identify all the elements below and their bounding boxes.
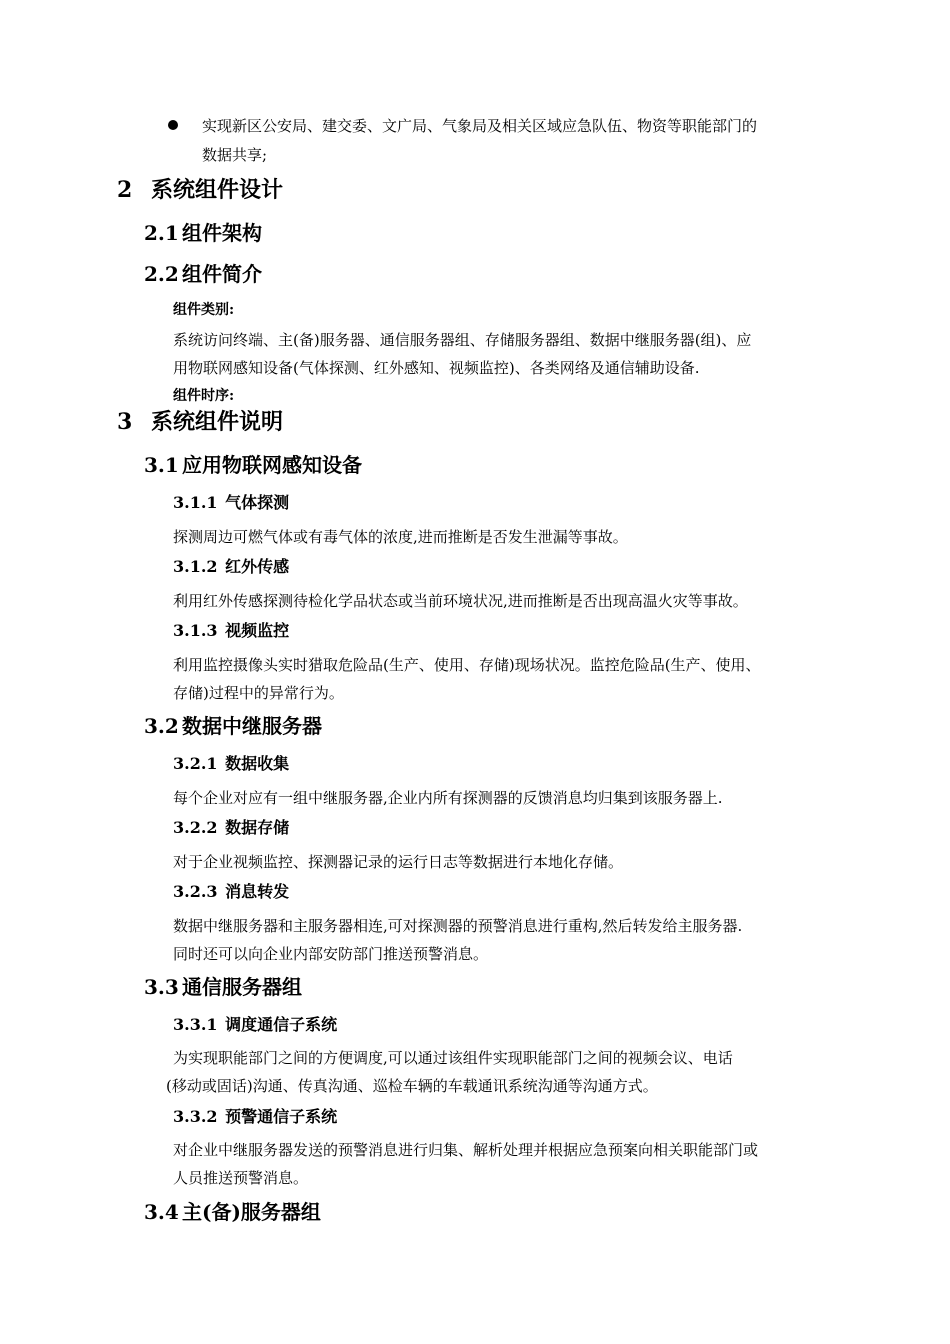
category-text-line2: 用物联网感知设备(气体探测、红外感知、视频监控)、各类网络及通信辅助设备. — [173, 359, 700, 377]
heading-number: 3.1.2 — [173, 557, 218, 576]
heading-section-3-3-2 — [173, 1106, 337, 1128]
heading-title: 主(备)服务器组 — [182, 1200, 321, 1224]
heading-number: 3.3.2 — [173, 1107, 218, 1126]
heading-title: 数据中继服务器 — [182, 714, 322, 738]
heading-section-3 — [117, 408, 283, 436]
heading-section-2 — [117, 176, 283, 204]
heading-section-3-3 — [144, 974, 302, 1000]
heading-title: 通信服务器组 — [182, 975, 302, 999]
heading-number: 3.4 — [144, 1200, 179, 1224]
heading-number: 3.2.2 — [173, 818, 218, 837]
heading-number: 3.2 — [144, 714, 179, 738]
heading-section-3-2-3 — [173, 881, 289, 903]
heading-title: 消息转发 — [225, 882, 290, 901]
paragraph-3-3-1-line1: 为实现职能部门之间的方便调度,可以通过该组件实现职能部门之间的视频会议、电话 — [173, 1049, 733, 1067]
bullet-text-line2: 数据共享; — [202, 146, 268, 164]
paragraph-3-2-1: 每个企业对应有一组中继服务器,企业内所有探测器的反馈消息均归集到该服务器上. — [173, 789, 723, 807]
heading-number: 3.1.3 — [173, 621, 218, 640]
heading-section-3-1-3 — [173, 620, 289, 642]
heading-section-3-3-1 — [173, 1014, 337, 1036]
heading-number: 3.2.3 — [173, 882, 218, 901]
heading-title: 系统组件说明 — [151, 409, 284, 435]
paragraph-3-1-3-line1: 利用监控摄像头实时猎取危险品(生产、使用、存储)现场状况。监控危险品(生产、使用、 — [173, 656, 761, 674]
paragraph-3-2-3-line2: 同时还可以向企业内部安防部门推送预警消息。 — [173, 945, 489, 963]
heading-number: 3.1 — [144, 453, 179, 477]
heading-number: 3 — [117, 409, 133, 435]
heading-title: 组件架构 — [182, 221, 262, 245]
bullet-dot — [168, 120, 178, 130]
heading-section-3-4 — [144, 1199, 321, 1225]
paragraph-3-1-2: 利用红外传感探测待检化学品状态或当前环境状况,进而推断是否出现高温火灾等事故。 — [173, 592, 748, 610]
heading-section-3-2-1 — [173, 753, 289, 775]
paragraph-3-3-2-line1: 对企业中继服务器发送的预警消息进行归集、解析处理并根据应急预案向相关职能部门或 — [173, 1141, 759, 1159]
heading-title: 应用物联网感知设备 — [182, 453, 362, 477]
heading-number: 2.2 — [144, 262, 179, 286]
heading-section-3-1 — [144, 452, 362, 478]
heading-number: 2.1 — [144, 221, 179, 245]
paragraph-3-3-1-line2: (移动或固话)沟通、传真沟通、巡检车辆的车载通讯系统沟通等沟通方式。 — [166, 1077, 658, 1095]
heading-section-2-1 — [144, 220, 262, 246]
paragraph-3-2-3-line1: 数据中继服务器和主服务器相连,可对探测器的预警消息进行重构,然后转发给主服务器. — [173, 917, 743, 935]
heading-title: 组件简介 — [182, 262, 262, 286]
heading-section-2-2 — [144, 261, 262, 287]
heading-section-3-1-2 — [173, 556, 289, 578]
heading-title: 红外传感 — [225, 557, 290, 576]
bullet-text-line1: 实现新区公安局、建交委、文广局、气象局及相关区域应急队伍、物资等职能部门的 — [202, 117, 758, 135]
heading-number: 3.3.1 — [173, 1015, 218, 1034]
heading-title: 气体探测 — [225, 493, 290, 512]
heading-title: 系统组件设计 — [151, 177, 284, 203]
label-component-category: 组件类别: — [173, 302, 235, 318]
category-text-line1: 系统访问终端、主(备)服务器、通信服务器组、存储服务器组、数据中继服务器(组)、应 — [173, 331, 752, 349]
heading-title: 数据存储 — [225, 818, 290, 837]
heading-number: 2 — [117, 177, 133, 203]
heading-number: 3.1.1 — [173, 493, 218, 512]
heading-title: 视频监控 — [225, 621, 290, 640]
heading-title: 预警通信子系统 — [225, 1107, 338, 1126]
paragraph-3-2-2: 对于企业视频监控、探测器记录的运行日志等数据进行本地化存储。 — [173, 853, 624, 871]
paragraph-3-1-1: 探测周边可燃气体或有毒气体的浓度,进而推断是否发生泄漏等事故。 — [173, 528, 628, 546]
heading-section-3-2 — [144, 713, 322, 739]
heading-section-3-1-1 — [173, 492, 289, 514]
heading-section-3-2-2 — [173, 817, 289, 839]
paragraph-3-3-2-line2: 人员推送预警消息。 — [173, 1169, 309, 1187]
heading-number: 3.2.1 — [173, 754, 218, 773]
heading-title: 调度通信子系统 — [225, 1015, 338, 1034]
label-component-timing: 组件时序: — [173, 388, 235, 404]
heading-number: 3.3 — [144, 975, 179, 999]
paragraph-3-1-3-line2: 存储)过程中的异常行为。 — [173, 684, 344, 702]
heading-title: 数据收集 — [225, 754, 290, 773]
